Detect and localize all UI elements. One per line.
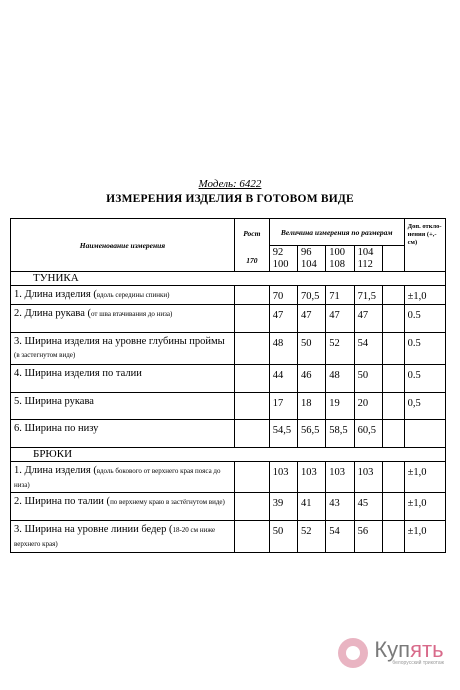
measurement-name <box>11 462 235 493</box>
value-cell: 50 <box>269 521 297 553</box>
table-row <box>11 420 446 448</box>
measurement-name <box>11 521 235 553</box>
header-deviation: Доп. откло-нения (+,-см) <box>404 219 445 272</box>
value-cell: 103 <box>269 462 297 493</box>
value-cell: 18 <box>298 393 326 420</box>
value-cell: 70 <box>269 286 297 305</box>
value-cell: 60,5 <box>354 420 382 448</box>
value-cell: 50 <box>354 365 382 393</box>
value-cell: 45 <box>354 493 382 521</box>
rost-cell <box>234 393 269 420</box>
value-cell: 103 <box>298 462 326 493</box>
section-spacer <box>234 272 445 286</box>
logo-mark-icon <box>338 638 368 668</box>
value-cell: 50 <box>298 333 326 365</box>
rost-cell <box>234 305 269 333</box>
value-cell: 48 <box>269 333 297 365</box>
measurement-name <box>11 365 235 393</box>
value-cell: 39 <box>269 493 297 521</box>
value-cell: 48 <box>326 365 354 393</box>
logo-name <box>374 637 444 662</box>
spacer-cell <box>382 393 404 420</box>
spacer-cell <box>382 365 404 393</box>
measurement-note: вдоль середины спинки) <box>96 291 170 299</box>
measurement-name <box>11 493 235 521</box>
measurement-note: вдоль бокового от верхнего края пояса до низа) <box>14 467 221 489</box>
rost-cell <box>234 521 269 553</box>
value-cell: 71,5 <box>354 286 382 305</box>
measurement-label: 2. Ширина по талии ( <box>14 496 111 507</box>
spacer-cell <box>382 333 404 365</box>
value-cell: 20 <box>354 393 382 420</box>
value-cell: 52 <box>326 333 354 365</box>
table-row <box>11 462 446 493</box>
table-row <box>11 521 446 553</box>
measurement-note: 18-20 см ниже верхнего края) <box>14 526 216 548</box>
spacer-cell <box>382 462 404 493</box>
section-row <box>11 272 446 286</box>
measurement-label: 2. Длина рукава ( <box>14 308 91 319</box>
table-row <box>11 365 446 393</box>
value-cell: 103 <box>354 462 382 493</box>
size-top: 100 <box>329 247 346 258</box>
size-header <box>269 246 297 272</box>
deviation-cell: 0,5 <box>404 393 445 420</box>
size-top: 92 <box>272 247 284 258</box>
measurement-label: 4. Ширина изделия по талии <box>14 368 142 379</box>
section-row <box>11 448 446 462</box>
deviation-cell: ±1,0 <box>404 462 445 493</box>
logo-tagline: белорусский трикотаж <box>392 660 444 666</box>
table-row <box>11 493 446 521</box>
section-spacer <box>234 448 445 462</box>
deviation-cell: ±1,0 <box>404 521 445 553</box>
size-header <box>326 246 354 272</box>
value-cell: 47 <box>298 305 326 333</box>
measurement-name <box>11 286 235 305</box>
measurement-note: от шва втачивания до низа) <box>91 310 173 318</box>
size-header <box>298 246 326 272</box>
size-bottom: 108 <box>329 259 346 270</box>
value-cell: 103 <box>326 462 354 493</box>
logo-name-start: Куп <box>374 637 411 662</box>
value-cell: 52 <box>298 521 326 553</box>
value-cell: 58,5 <box>326 420 354 448</box>
section-title: ТУНИКА <box>11 272 235 286</box>
value-cell: 44 <box>269 365 297 393</box>
measurement-name <box>11 305 235 333</box>
deviation-cell <box>404 420 445 448</box>
measurement-label: 3. Ширина на уровне линии бедер ( <box>14 524 173 535</box>
logo-name-accent: ять <box>410 637 444 662</box>
spacer-cell <box>382 305 404 333</box>
measurement-label: 1. Длина изделия ( <box>14 465 97 476</box>
table-row <box>11 393 446 420</box>
value-cell: 43 <box>326 493 354 521</box>
size-bottom: 104 <box>301 259 317 270</box>
measurement-note: (в застегнутом виде) <box>14 351 76 359</box>
table-row <box>11 333 446 365</box>
spacer-cell <box>382 286 404 305</box>
table-row <box>11 286 446 305</box>
measurement-label: 6. Ширина по низу <box>14 423 99 434</box>
value-cell: 54 <box>354 333 382 365</box>
value-cell: 71 <box>326 286 354 305</box>
section-title: БРЮКИ <box>11 448 235 462</box>
measurement-name <box>11 393 235 420</box>
value-cell: 19 <box>326 393 354 420</box>
value-cell: 47 <box>354 305 382 333</box>
value-cell: 17 <box>269 393 297 420</box>
header-sizes: Величина измерения по размерам <box>269 219 404 246</box>
model-label: Модель: 6422 <box>198 178 262 190</box>
measurement-note: по верхнему краю в застёгнутом виде) <box>110 498 225 506</box>
value-cell: 54,5 <box>269 420 297 448</box>
rost-cell <box>234 286 269 305</box>
size-spacer <box>382 246 404 272</box>
value-cell: 47 <box>326 305 354 333</box>
size-bottom: 112 <box>357 259 373 270</box>
page-title: ИЗМЕРЕНИЯ ИЗДЕЛИЯ В ГОТОВОМ ВИДЕ <box>106 193 354 205</box>
spacer-cell <box>382 493 404 521</box>
deviation-cell: ±1,0 <box>404 286 445 305</box>
deviation-cell: 0.5 <box>404 333 445 365</box>
measurements-table <box>10 218 446 553</box>
header-rost-label: Рост <box>243 229 261 238</box>
value-cell: 70,5 <box>298 286 326 305</box>
deviation-cell: ±1,0 <box>404 493 445 521</box>
size-top: 96 <box>301 247 312 258</box>
value-cell: 46 <box>298 365 326 393</box>
rost-cell <box>234 493 269 521</box>
measurement-label: 1. Длина изделия ( <box>14 289 97 300</box>
value-cell: 56 <box>354 521 382 553</box>
measurement-name <box>11 420 235 448</box>
measurement-label: 3. Ширина изделия на уровне глубины проймы <box>14 336 225 347</box>
rost-cell <box>234 420 269 448</box>
size-top: 104 <box>357 247 374 258</box>
value-cell: 41 <box>298 493 326 521</box>
deviation-cell: 0.5 <box>404 365 445 393</box>
spacer-cell <box>382 521 404 553</box>
table-row <box>11 305 446 333</box>
measurement-name <box>11 333 235 365</box>
spacer-cell <box>382 420 404 448</box>
value-cell: 56,5 <box>298 420 326 448</box>
measurement-label: 5. Ширина рукава <box>14 396 94 407</box>
rost-cell <box>234 333 269 365</box>
value-cell: 47 <box>269 305 297 333</box>
rost-cell <box>234 365 269 393</box>
value-cell: 54 <box>326 521 354 553</box>
size-header <box>354 246 382 272</box>
header-rost <box>234 219 269 272</box>
header-rost-value: 170 <box>246 256 258 265</box>
deviation-cell: 0.5 <box>404 305 445 333</box>
rost-cell <box>234 462 269 493</box>
size-bottom: 100 <box>272 259 289 270</box>
kupyat-logo <box>338 638 444 668</box>
header-name: Наименование измерения <box>11 219 235 272</box>
